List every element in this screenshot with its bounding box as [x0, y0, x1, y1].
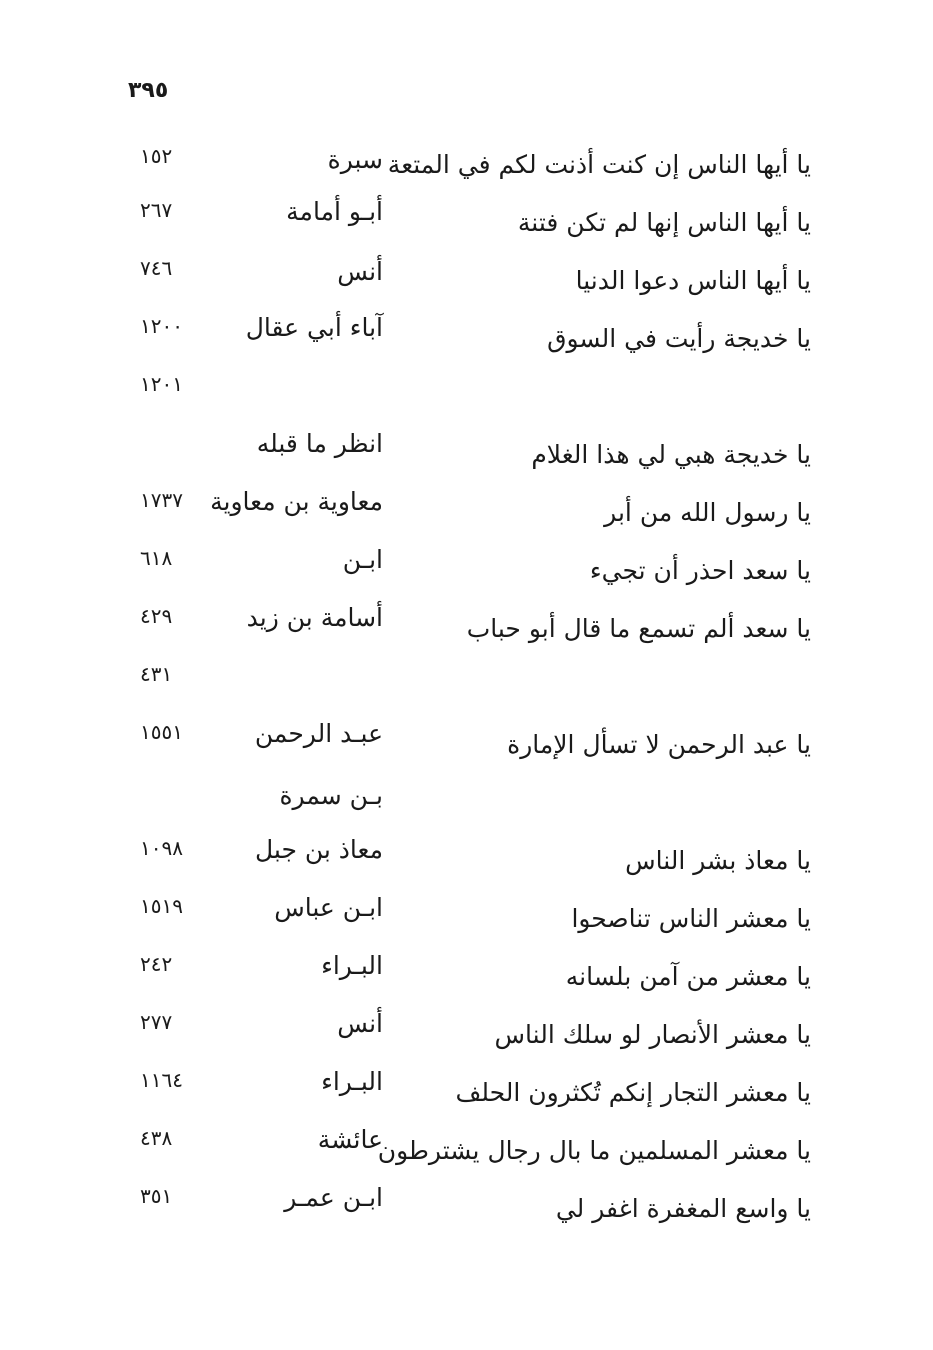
hadith-text: يا معشر الناس تناصحوا — [571, 904, 811, 933]
hadith-text: يا رسول الله من أبر — [604, 498, 811, 527]
hadith-number: ٤٣١ — [140, 662, 173, 686]
hadith-number: ٣٥١ — [140, 1184, 173, 1208]
hadith-text: يا معشر التجار إنكم تُكثرون الحلف — [455, 1078, 811, 1107]
hadith-text: يا عبد الرحمن لا تسأل الإمارة — [507, 730, 811, 759]
hadith-number: ٢٦٧ — [140, 198, 173, 222]
index-row — [0, 1182, 933, 1232]
page-number: ٣٩٥ — [128, 78, 169, 103]
index-row — [0, 312, 933, 362]
narrator-name: عائشة — [317, 1125, 383, 1154]
hadith-text: يا سعد ألم تسمع ما قال أبو حباب — [466, 614, 811, 643]
narrator-name: آباء أبي عقال — [245, 313, 383, 342]
index-row — [0, 1008, 933, 1058]
index-row — [0, 834, 933, 884]
narrator-name: ابـن عباس — [274, 893, 383, 922]
hadith-number: ١٧٣٧ — [140, 488, 183, 512]
index-row — [0, 950, 933, 1000]
hadith-number: ٢٤٢ — [140, 952, 173, 976]
narrator-name: البـراء — [321, 951, 383, 980]
index-row — [0, 370, 933, 420]
index-row — [0, 1124, 933, 1174]
narrator-name: بـن سمرة — [279, 781, 383, 810]
hadith-text: يا أيها الناس إن كنت أذنت لكم في المتعة — [387, 150, 811, 179]
hadith-text: يا خديجة هبي لي هذا الغلام — [531, 440, 811, 469]
narrator-name: أبـو أمامة — [286, 197, 383, 226]
narrator-name: أنس — [337, 1009, 383, 1038]
index-row — [0, 428, 933, 478]
hadith-number: ٤٣٨ — [140, 1126, 173, 1150]
hadith-number: ١٢٠٠ — [140, 314, 183, 338]
index-row — [0, 892, 933, 942]
narrator-name: سبرة — [327, 145, 383, 174]
hadith-number: ١٥٥١ — [140, 720, 183, 744]
hadith-number: ٦١٨ — [140, 546, 173, 570]
hadith-text: يا سعد احذر أن تجيء — [589, 556, 811, 585]
index-row — [0, 660, 933, 710]
index-row — [0, 138, 933, 188]
index-row — [0, 544, 933, 594]
narrator-name: أسامة بن زيد — [246, 603, 383, 632]
hadith-number: ١٥٢ — [140, 144, 173, 168]
hadith-number: ٤٢٩ — [140, 604, 173, 628]
narrator-name: ابـن — [342, 545, 383, 574]
narrator-name: أنس — [337, 257, 383, 286]
index-row — [0, 776, 933, 826]
narrator-name: عبـد الرحمن — [254, 719, 383, 748]
hadith-number: ٧٤٦ — [140, 256, 173, 280]
hadith-text: يا معشر الأنصار لو سلك الناس — [494, 1020, 811, 1049]
narrator-name: البـراء — [321, 1067, 383, 1096]
hadith-text: يا خديجة رأيت في السوق — [547, 324, 811, 353]
hadith-text: يا أيها الناس إنها لم تكن فتنة — [517, 208, 811, 237]
index-row — [0, 196, 933, 246]
hadith-number: ١٢٠١ — [140, 372, 183, 396]
hadith-text: يا واسع المغفرة اغفر لي — [555, 1194, 811, 1223]
index-row — [0, 718, 933, 768]
index-row — [0, 602, 933, 652]
hadith-number: ٢٧٧ — [140, 1010, 173, 1034]
hadith-text: يا معشر من آمن بلسانه — [565, 962, 811, 991]
narrator-name: ابـن عمـر — [284, 1183, 383, 1212]
index-row — [0, 486, 933, 536]
hadith-number: ١٥١٩ — [140, 894, 183, 918]
hadith-number: ١٠٩٨ — [140, 836, 183, 860]
hadith-text: يا أيها الناس دعوا الدنيا — [575, 266, 811, 295]
hadith-text: يا معشر المسلمين ما بال رجال يشترطون — [377, 1136, 811, 1165]
index-row — [0, 1066, 933, 1116]
hadith-text: يا معاذ بشر الناس — [625, 846, 811, 875]
index-row — [0, 254, 933, 304]
hadith-number: ١١٦٤ — [140, 1068, 183, 1092]
narrator-name: انظر ما قبله — [256, 429, 383, 458]
narrator-name: معاوية بن معاوية — [210, 487, 383, 516]
narrator-name: معاذ بن جبل — [254, 835, 383, 864]
